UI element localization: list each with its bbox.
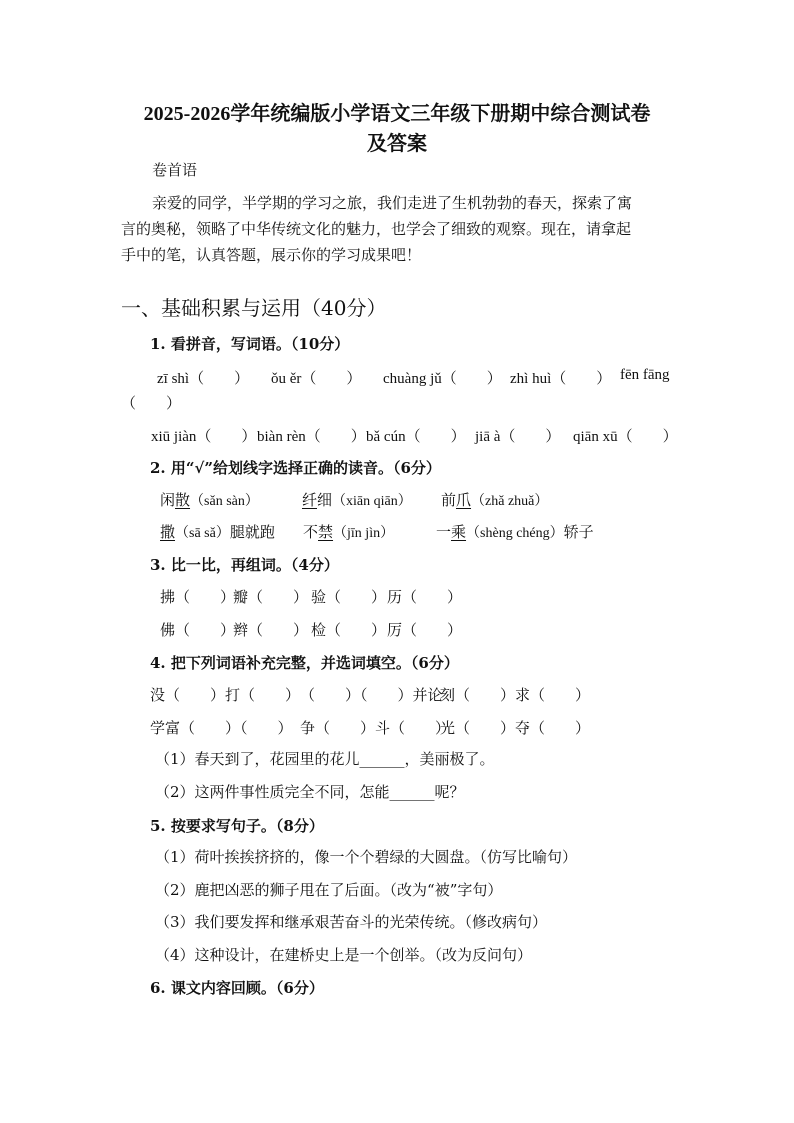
idiom-item: 光（ ）夺（ ） (440, 719, 591, 737)
compare-item: 验（ ） (311, 588, 387, 606)
question-title: 5. 按要求写句子。（8分） (150, 817, 324, 835)
pinyin-item: fēn fāng (620, 367, 670, 383)
compare-item: 历（ ） (387, 588, 463, 606)
compare-item: 厉（ ） (387, 621, 463, 639)
idiom-row (0, 717, 794, 739)
pinyin-item: zhì huì（ ） (510, 371, 612, 387)
compare-item: 辫（ ） (233, 621, 309, 639)
idiom-item: 争（ ）斗（ ） (300, 719, 451, 737)
pinyin-item: bǎ cún（ ） (366, 429, 466, 445)
reading-item: 不禁（jīn jìn） (303, 523, 395, 541)
compare-item: 瓣（ ） (233, 588, 309, 606)
pinyin-item: biàn rèn（ ） (257, 429, 366, 445)
pinyin-item: （ ） (121, 396, 182, 412)
idiom-item: 没（ ）打（ ） (150, 686, 301, 704)
idiom-item: 学富（ ）（ ） (150, 719, 293, 737)
sentence-task: （1）荷叶挨挨挤挤的，像一个个碧绿的大圆盘。（仿写比喻句） (155, 848, 578, 866)
reading-row (0, 489, 794, 511)
page-title: 2025-2026学年统编版小学语文三年级下册期中综合测试卷 (143, 103, 651, 125)
idiom-row (0, 684, 794, 706)
reading-item: 纤细（xiān qiān） (302, 491, 412, 509)
question-title: 1. 看拼音，写词语。（10分） (150, 335, 350, 353)
sentence-task: （2）鹿把凶恶的狮子甩在了后面。（改为“被”字句） (155, 881, 503, 899)
compare-row (0, 586, 794, 608)
fill-sentence: （2）这两件事性质完全不同，怎能______呢？ (155, 783, 465, 801)
preface-line: 亲爱的同学，半学期的学习之旅，我们走进了生机勃勃的春天，探索了寓 (152, 194, 633, 212)
question-title: 2. 用“√”给划线字选择正确的读音。（6分） (150, 459, 441, 477)
question-title: 3. 比一比，再组词。（4分） (150, 556, 339, 574)
reading-row (0, 521, 794, 543)
compare-item: 佛（ ） (160, 621, 236, 639)
pinyin-row (0, 367, 794, 387)
compare-item: 拂（ ） (160, 588, 236, 606)
reading-item: 闲散（sǎn sàn） (160, 491, 259, 509)
pinyin-item: ǒu ěr（ ） (271, 371, 362, 387)
question-title: 4. 把下列词语补充完整，并选词填空。（6分） (150, 654, 459, 672)
reading-item: 一乘（shèng chéng）轿子 (436, 523, 594, 541)
reading-item: 撒（sā sǎ）腿就跑 (160, 523, 275, 541)
preface-line: 言的奥秘，领略了中华传统文化的魅力，也学会了细致的观察。现在，请拿起 (121, 220, 632, 238)
sentence-task: （4）这种设计，在建桥史上是一个创举。（改为反问句） (155, 946, 533, 964)
pinyin-row (0, 425, 794, 445)
compare-item: 检（ ） (311, 621, 387, 639)
section-heading: 一、基础积累与运用（40分） (121, 296, 387, 320)
page-title-continued: 及答案 (367, 133, 427, 155)
pinyin-item: chuàng jǔ（ ） (383, 371, 502, 387)
question-title: 6. 课文内容回顾。（6分） (150, 979, 324, 997)
pinyin-item: jiā à（ ） (475, 429, 561, 445)
pinyin-item: zī shì（ ） (157, 371, 250, 387)
compare-row (0, 619, 794, 641)
idiom-item: （ ）（ ）并论 (300, 686, 443, 704)
preface-heading: 卷首语 (152, 161, 198, 179)
sentence-task: （3）我们要发挥和继承艰苦奋斗的光荣传统。（修改病句） (155, 913, 548, 931)
pinyin-item: xiū jiàn（ ） (151, 429, 257, 445)
reading-item: 前爪（zhǎ zhuǎ） (441, 491, 549, 509)
idiom-item: 刻（ ）求（ ） (440, 686, 591, 704)
fill-sentence: （1）春天到了，花园里的花儿______，美丽极了。 (155, 750, 495, 768)
pinyin-item: qiān xū（ ） (573, 429, 678, 445)
preface-line: 手中的笔，认真答题，展示你的学习成果吧！ (121, 246, 422, 264)
